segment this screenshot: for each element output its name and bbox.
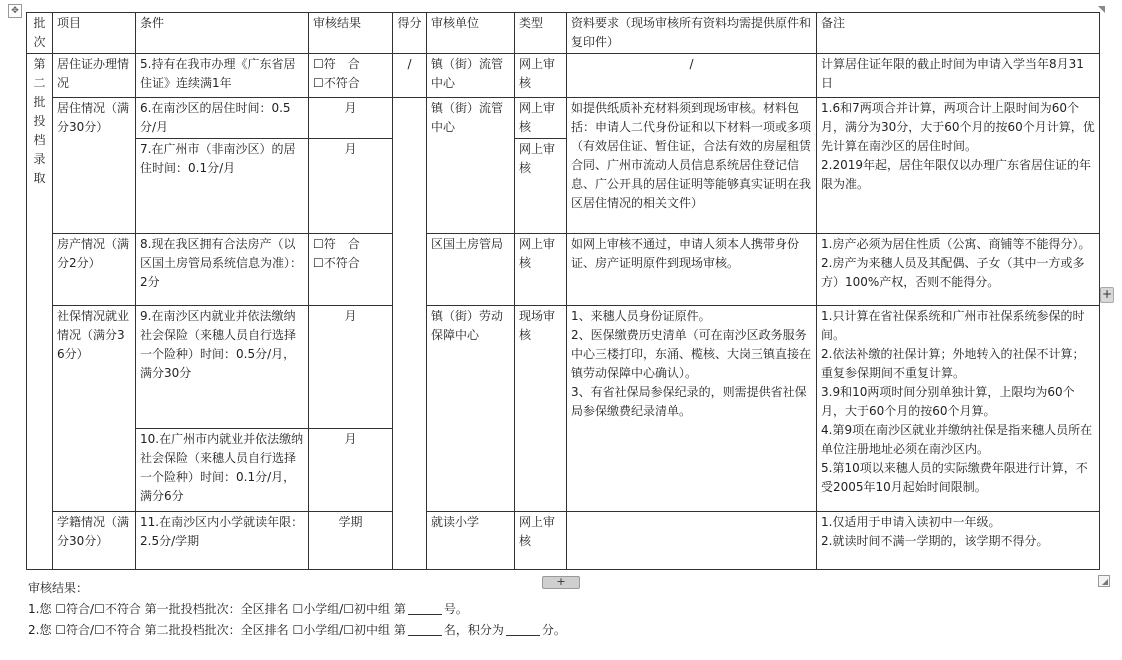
table-resize-handle-icon[interactable]	[1098, 575, 1110, 587]
materials-social: 1、来穗人员身份证原件。 2、医保缴费历史清单（可在南沙区政务服务中心三楼打印，东涌、榄核、大岗三镇直接在镇劳动保障中心确认）。 3、有省社保局参保纪录的，则需提供省社保局参保缴费纪录清单。	[567, 306, 817, 512]
condition-7: 7.在广州市（非南沙区）的居住时间：0.1分/月	[136, 139, 309, 234]
item-residence-permit: 居住证办理情况	[53, 54, 136, 98]
header-score: 得分	[393, 13, 427, 54]
result-residence-permit[interactable]	[309, 54, 393, 98]
unit-school: 就读小学	[427, 512, 515, 570]
condition-10: 10.在广州市内就业并依法缴纳社会保险（来穗人员自行选择一个险种）时间：0.1分/月，满分6分	[136, 429, 309, 512]
result-option-yes[interactable]: ☐符 合	[313, 237, 360, 251]
header-type: 类型	[515, 13, 567, 54]
footer-title: 审核结果：	[28, 581, 89, 595]
result-option-no[interactable]: ☐不符合	[313, 76, 360, 90]
footer-line-1-end: 号。	[443, 602, 468, 616]
footer-line-2-text: 2.您 ☐符合/☐不符合 第二批投档批次：全区排名 ☐小学组/☐初中组 第	[28, 623, 406, 637]
type-property: 网上审核	[515, 234, 567, 306]
header-materials: 资料要求（现场审核所有资料均需提供原件和复印件）	[567, 13, 817, 54]
type-social: 现场审核	[515, 306, 567, 512]
result-option-yes[interactable]: ☐符 合	[313, 57, 360, 71]
item-school: 学籍情况（满分30分）	[53, 512, 136, 570]
type-residence-permit: 网上审核	[515, 54, 567, 98]
table-row-residence-a	[27, 98, 1100, 139]
header-row	[27, 13, 1100, 54]
remarks-residence: 1.6和7两项合并计算，两项合计上限时间为60个月，满分为30分，大于60个月的按60个月计算，优先计算在南沙区的居住时间。 2.2019年起，居住年限仅以办理广东省居住证的年限为准。	[817, 98, 1100, 234]
remarks-social: 1.只计算在省社保系统和广州市社保系统参保的时间。 2.依法补缴的社保计算；外地转入的社保不计算；重复参保期间不重复计算。 3.9和10两项时间分别单独计算，上限均为60个月，大于60个月的按60个月算。 4.第9项在南沙区就业并缴纳社保是指来穗人员所在单位注册地址必须在南沙区内。 5.第10项以来穗人员的实际缴费年限进行计算，不受2005年10月起始时间限制。	[817, 306, 1100, 512]
add-column-plus-icon[interactable]: +	[1101, 287, 1113, 301]
unit-residence-permit: 镇（街）流管中心	[427, 54, 515, 98]
footer-line-2-mid: 名，积分为	[443, 623, 504, 637]
condition-5: 5.持有在我市办理《广东省居住证》连续满1年	[136, 54, 309, 98]
condition-11: 11.在南沙区内小学就读年限：2.5分/学期	[136, 512, 309, 570]
type-residence-b: 网上审核	[515, 139, 567, 234]
condition-6: 6.在南沙区的居住时间：0.5分/月	[136, 98, 309, 139]
materials-residence: 如提供纸质补充材料须到现场审核。材料包括：申请人二代身份证和以下材料一项或多项（有效居住证、暂住证，合法有效的房屋租赁合同、广州市流动人员信息系统居住登记信息、广公开具的居住证明等能够真实证明在我区居住情况的相关文件）	[567, 98, 817, 234]
footer-line-1-text: 1.您 ☐符合/☐不符合 第一批投档批次：全区排名 ☐小学组/☐初中组 第	[28, 602, 406, 616]
result-condition-10[interactable]: 月	[309, 429, 393, 512]
remarks-school: 1.仅适用于申请入读初中一年级。 2.就读时间不满一学期的，该学期不得分。	[817, 512, 1100, 570]
footer-line-1	[28, 599, 566, 620]
result-property[interactable]	[309, 234, 393, 306]
table-row-property	[27, 234, 1100, 306]
result-school[interactable]: 学期	[309, 512, 393, 570]
unit-residence: 镇（街）流管中心	[427, 98, 515, 234]
score-residence-permit: /	[393, 54, 427, 98]
review-result-footer	[28, 578, 566, 641]
header-item: 项目	[53, 13, 136, 54]
condition-9: 9.在南沙区内就业并依法缴纳社会保险（来穗人员自行选择一个险种）时间：0.5分/月，满分30分	[136, 306, 309, 429]
header-condition: 条件	[136, 13, 309, 54]
table-row-residence-permit	[27, 54, 1100, 98]
result-condition-9[interactable]: 月	[309, 306, 393, 429]
header-unit: 审核单位	[427, 13, 515, 54]
footer-line-2-end: 分。	[541, 623, 566, 637]
remarks-property: 1.房产必须为居住性质（公寓、商铺等不能得分）。 2.房产为来穗人员及其配偶、子女（其中一方或多方）100%产权，否则不能得分。	[817, 234, 1100, 306]
unit-property: 区国土房管局	[427, 234, 515, 306]
table-row-social-a	[27, 306, 1100, 429]
materials-property: 如网上审核不通过，申请人须本人携带身份证、房产证明原件到现场审核。	[567, 234, 817, 306]
admission-points-table	[26, 12, 1100, 570]
table-move-handle-icon[interactable]: ✥	[8, 4, 22, 18]
result-condition-7[interactable]: 月	[309, 139, 393, 234]
rank-blank-2[interactable]	[408, 622, 442, 636]
header-batch: 批次	[27, 13, 53, 54]
header-result: 审核结果	[309, 13, 393, 54]
condition-8: 8.现在我区拥有合法房产（以区国土房管局系统信息为准）：2分	[136, 234, 309, 306]
result-option-no[interactable]: ☐不符合	[313, 256, 360, 270]
unit-social: 镇（街）劳动保障中心	[427, 306, 515, 512]
remarks-residence-permit: 计算居住证年限的截止时间为申请入学当年8月31日	[817, 54, 1100, 98]
materials-residence-permit: /	[567, 54, 817, 98]
points-blank[interactable]	[506, 622, 540, 636]
add-row-plus-icon[interactable]: +	[542, 576, 580, 589]
table-row-school	[27, 512, 1100, 570]
footer-line-2	[28, 620, 566, 641]
type-school: 网上审核	[515, 512, 567, 570]
score-column[interactable]	[393, 98, 427, 570]
materials-school	[567, 512, 817, 570]
item-residence: 居住情况（满分30分）	[53, 98, 136, 234]
batch-label: 第二批投档录取	[27, 54, 53, 570]
item-property: 房产情况（满分2分）	[53, 234, 136, 306]
rank-blank-1[interactable]	[408, 601, 442, 615]
item-social: 社保情况就业情况（满分36分）	[53, 306, 136, 512]
header-remarks: 备注	[817, 13, 1100, 54]
type-residence-a: 网上审核	[515, 98, 567, 139]
result-condition-6[interactable]: 月	[309, 98, 393, 139]
